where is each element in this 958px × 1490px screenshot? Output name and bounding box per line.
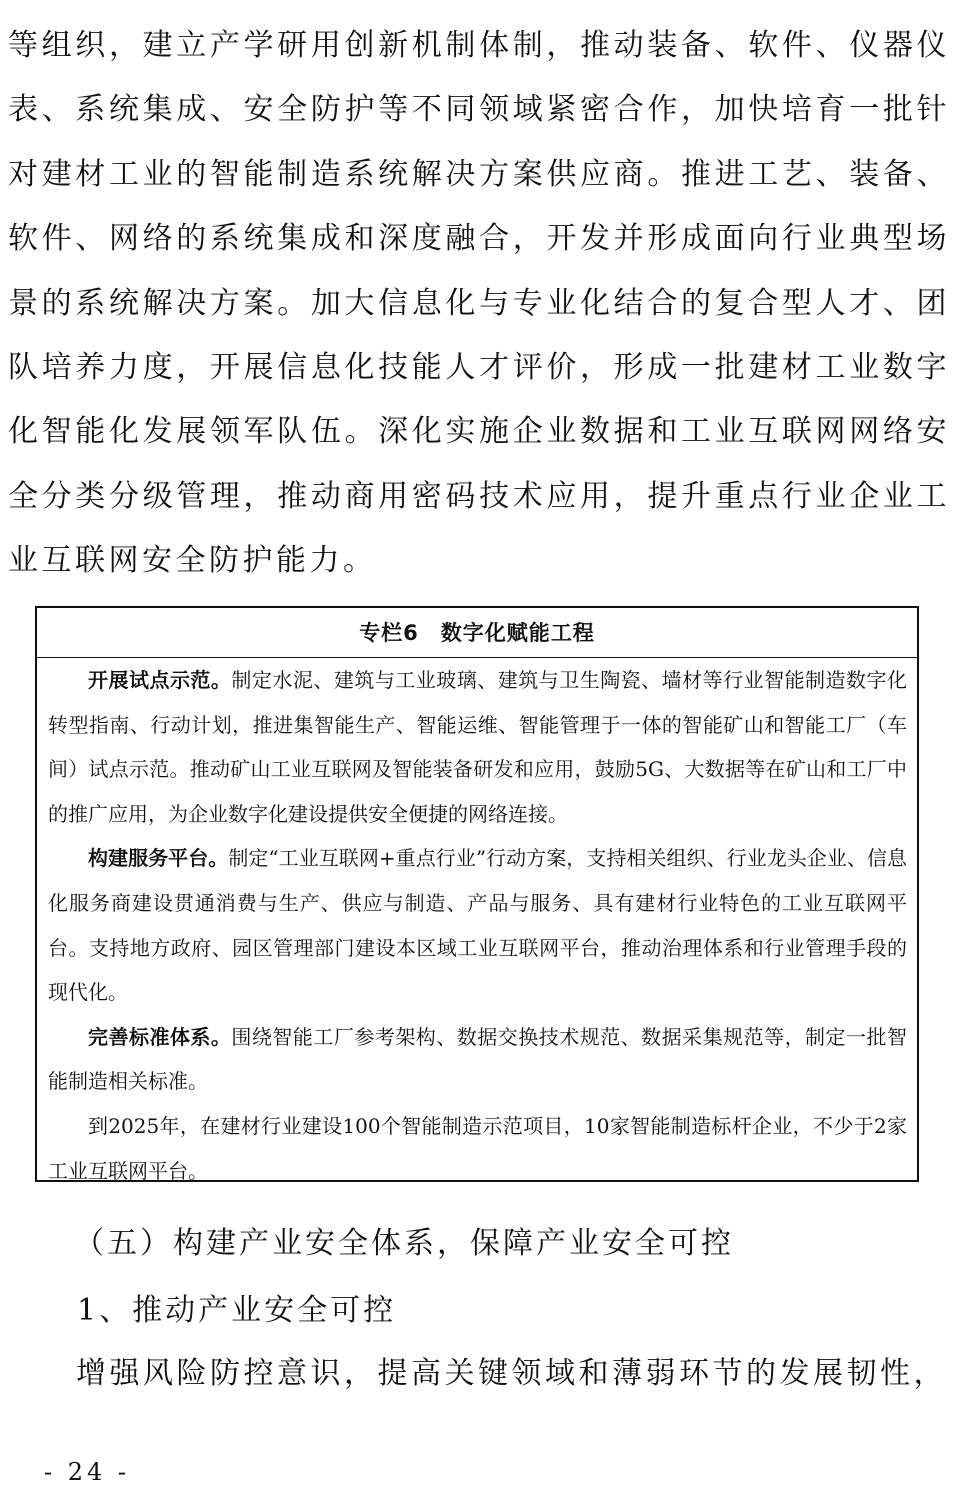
box-item-service-platform <box>48 836 907 1014</box>
box-item-text: 制定水泥、建筑与工业玻璃、建筑与卫生陶瓷、墙材等行业智能制造数字化转型指南、行动计划，推进集智能生产、智能运维、智能管理于一体的智能矿山和智能工厂（车间）试点示范。推动矿山工业互联网及智能装备研发和应用，鼓励5G、大数据等在矿山和工厂中的推广应用，为企业数字化建设提供安全便捷的网络连接。 <box>48 668 908 826</box>
box-item-lead-term: 构建服务平台。 <box>88 846 229 871</box>
box-body <box>37 658 917 1193</box>
page-number: - 24 - <box>44 1458 131 1486</box>
box-item-standard-system <box>48 1015 907 1104</box>
tail-paragraph: 增强风险防控意识，提高关键领域和薄弱环节的发展韧性， <box>76 1356 947 1391</box>
box-item-pilot-demonstration <box>48 658 907 836</box>
subsection-heading: 1、推动产业安全可控 <box>77 1293 397 1328</box>
box-item-text: 围绕智能工厂参考架构、数据交换技术规范、数据采集规范等，制定一批智能制造相关标准。 <box>48 1024 908 1094</box>
box-title: 专栏6 数字化赋能工程 <box>37 608 917 658</box>
box-item-lead-term: 开展试点示范。 <box>88 668 232 692</box>
lead-paragraph: 等组织，建立产学研用创新机制体制，推动装备、软件、仪器仪表、系统集成、安全防护等不同领域紧密合作，加快培育一批针对建材工业的智能制造系统解决方案供应商。推进工艺、装备、软件、网络的系统集成和深度融合，开发并形成面向行业典型场景的系统解决方案。加大信息化与专业化结合的复合型人才、团队培养力度，开展信息化技能人才评价，形成一批建材工业数字化智能化发展领军队伍。深化实施企业数据和工业互联网网络安全分类分级管理，推动商用密码技术应用，提升重点行业企业工业互联网安全防护能力。 <box>8 28 950 579</box>
feature-box <box>35 606 919 1182</box>
box-target-paragraph: 到2025年，在建材行业建设100个智能制造示范项目，10家智能制造标杆企业，不少于2家工业互联网平台。 <box>48 1113 907 1183</box>
box-item-lead-term: 完善标准体系。 <box>88 1024 232 1049</box>
box-item-text: 制定“工业互联网+重点行业”行动方案，支持相关组织、行业龙头企业、信息化服务商建设贯通消费与生产、供应与制造、产品与服务、具有建材行业特色的工业互联网平台。支持地方政府、园区管理部门建设本区域工业互联网平台，推动治理体系和行业管理手段的现代化。 <box>48 846 907 1005</box>
section-heading: （五）构建产业安全体系，保障产业安全可控 <box>74 1226 734 1261</box>
